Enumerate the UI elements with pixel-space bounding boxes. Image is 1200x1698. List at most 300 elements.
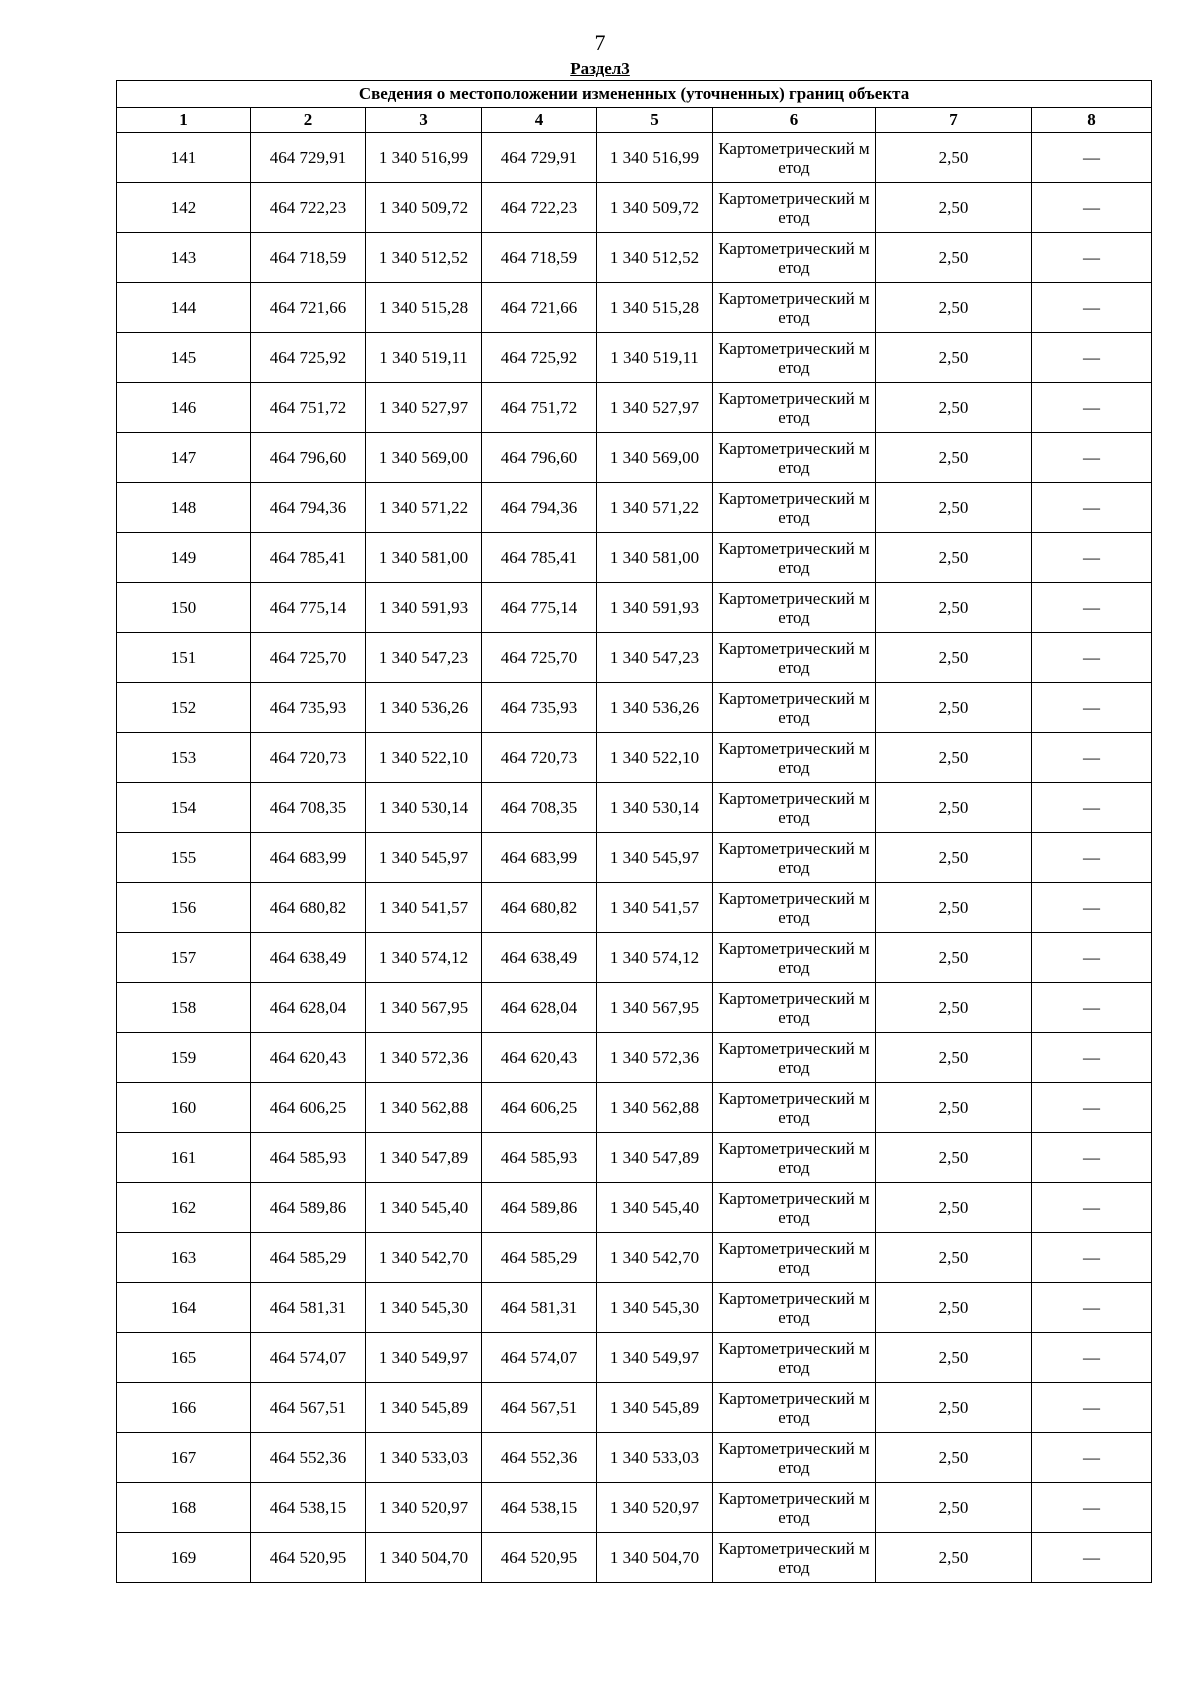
precision-cell: 2,50 xyxy=(876,433,1032,483)
precision-cell: 2,50 xyxy=(876,983,1032,1033)
point-number-cell: 163 xyxy=(117,1233,251,1283)
y-coordinate-cell: 1 340 542,70 xyxy=(366,1233,482,1283)
method-text: Картометрический метод xyxy=(718,738,870,777)
method-text: Картометрический метод xyxy=(718,1188,870,1227)
method-cell xyxy=(713,783,876,833)
y-coordinate-cell: 1 340 567,95 xyxy=(597,983,713,1033)
description-cell: — xyxy=(1032,633,1152,683)
method-cell xyxy=(713,983,876,1033)
y-coordinate-cell: 1 340 571,22 xyxy=(597,483,713,533)
table-row xyxy=(117,1533,1152,1583)
method-text: Картометрический метод xyxy=(718,538,870,577)
x-coordinate-cell: 464 520,95 xyxy=(251,1533,366,1583)
y-coordinate-cell: 1 340 574,12 xyxy=(366,933,482,983)
column-number: 2 xyxy=(251,108,366,133)
x-coordinate-cell: 464 589,86 xyxy=(482,1183,597,1233)
y-coordinate-cell: 1 340 509,72 xyxy=(366,183,482,233)
method-text: Картометрический метод xyxy=(718,488,870,527)
y-coordinate-cell: 1 340 515,28 xyxy=(366,283,482,333)
x-coordinate-cell: 464 552,36 xyxy=(482,1433,597,1483)
y-coordinate-cell: 1 340 567,95 xyxy=(366,983,482,1033)
coordinates-table xyxy=(116,80,1152,1583)
column-number: 7 xyxy=(876,108,1032,133)
y-coordinate-cell: 1 340 545,97 xyxy=(366,833,482,883)
y-coordinate-cell: 1 340 549,97 xyxy=(597,1333,713,1383)
x-coordinate-cell: 464 520,95 xyxy=(482,1533,597,1583)
description-cell: — xyxy=(1032,183,1152,233)
precision-cell: 2,50 xyxy=(876,583,1032,633)
method-text: Картометрический метод xyxy=(718,338,870,377)
y-coordinate-cell: 1 340 545,40 xyxy=(366,1183,482,1233)
y-coordinate-cell: 1 340 591,93 xyxy=(366,583,482,633)
y-coordinate-cell: 1 340 549,97 xyxy=(366,1333,482,1383)
precision-cell: 2,50 xyxy=(876,133,1032,183)
method-cell xyxy=(713,1383,876,1433)
y-coordinate-cell: 1 340 509,72 xyxy=(597,183,713,233)
table-row xyxy=(117,183,1152,233)
y-coordinate-cell: 1 340 522,10 xyxy=(597,733,713,783)
x-coordinate-cell: 464 585,93 xyxy=(482,1133,597,1183)
method-cell xyxy=(713,483,876,533)
x-coordinate-cell: 464 725,92 xyxy=(482,333,597,383)
x-coordinate-cell: 464 720,73 xyxy=(482,733,597,783)
y-coordinate-cell: 1 340 516,99 xyxy=(366,133,482,183)
method-text: Картометрический метод xyxy=(718,1138,870,1177)
y-coordinate-cell: 1 340 536,26 xyxy=(597,683,713,733)
precision-cell: 2,50 xyxy=(876,1333,1032,1383)
y-coordinate-cell: 1 340 520,97 xyxy=(597,1483,713,1533)
method-text: Картометрический метод xyxy=(718,838,870,877)
column-number: 8 xyxy=(1032,108,1152,133)
y-coordinate-cell: 1 340 522,10 xyxy=(366,733,482,783)
point-number-cell: 168 xyxy=(117,1483,251,1533)
table-row xyxy=(117,1333,1152,1383)
method-cell xyxy=(713,233,876,283)
method-cell xyxy=(713,683,876,733)
x-coordinate-cell: 464 585,93 xyxy=(251,1133,366,1183)
x-coordinate-cell: 464 794,36 xyxy=(251,483,366,533)
column-number: 6 xyxy=(713,108,876,133)
point-number-cell: 148 xyxy=(117,483,251,533)
point-number-cell: 144 xyxy=(117,283,251,333)
method-text: Картометрический метод xyxy=(718,638,870,677)
x-coordinate-cell: 464 581,31 xyxy=(482,1283,597,1333)
x-coordinate-cell: 464 538,15 xyxy=(482,1483,597,1533)
point-number-cell: 162 xyxy=(117,1183,251,1233)
page-number: 7 xyxy=(594,30,606,55)
description-cell: — xyxy=(1032,233,1152,283)
point-number-cell: 166 xyxy=(117,1383,251,1433)
method-text: Картометрический метод xyxy=(718,1338,870,1377)
y-coordinate-cell: 1 340 545,40 xyxy=(597,1183,713,1233)
table-caption-row xyxy=(117,81,1152,108)
y-coordinate-cell: 1 340 562,88 xyxy=(366,1083,482,1133)
method-cell xyxy=(713,1333,876,1383)
precision-cell: 2,50 xyxy=(876,383,1032,433)
method-text: Картометрический метод xyxy=(718,1238,870,1277)
x-coordinate-cell: 464 680,82 xyxy=(251,883,366,933)
y-coordinate-cell: 1 340 533,03 xyxy=(366,1433,482,1483)
description-cell: — xyxy=(1032,783,1152,833)
y-coordinate-cell: 1 340 527,97 xyxy=(597,383,713,433)
method-text: Картометрический метод xyxy=(718,1088,870,1127)
method-text: Картометрический метод xyxy=(718,288,870,327)
description-cell: — xyxy=(1032,733,1152,783)
method-text: Картометрический метод xyxy=(718,238,870,277)
method-cell xyxy=(713,1483,876,1533)
method-cell xyxy=(713,133,876,183)
x-coordinate-cell: 464 708,35 xyxy=(251,783,366,833)
y-coordinate-cell: 1 340 530,14 xyxy=(597,783,713,833)
table-row xyxy=(117,483,1152,533)
point-number-cell: 154 xyxy=(117,783,251,833)
x-coordinate-cell: 464 735,93 xyxy=(482,683,597,733)
description-cell: — xyxy=(1032,383,1152,433)
table-row xyxy=(117,733,1152,783)
y-coordinate-cell: 1 340 572,36 xyxy=(597,1033,713,1083)
y-coordinate-cell: 1 340 536,26 xyxy=(366,683,482,733)
method-text: Картометрический метод xyxy=(718,438,870,477)
point-number-cell: 142 xyxy=(117,183,251,233)
table-row xyxy=(117,1083,1152,1133)
method-cell xyxy=(713,733,876,783)
method-text: Картометрический метод xyxy=(718,1488,870,1527)
x-coordinate-cell: 464 628,04 xyxy=(482,983,597,1033)
y-coordinate-cell: 1 340 545,89 xyxy=(597,1383,713,1433)
x-coordinate-cell: 464 585,29 xyxy=(482,1233,597,1283)
precision-cell: 2,50 xyxy=(876,1083,1032,1133)
y-coordinate-cell: 1 340 504,70 xyxy=(366,1533,482,1583)
method-cell xyxy=(713,933,876,983)
x-coordinate-cell: 464 620,43 xyxy=(251,1033,366,1083)
method-text: Картометрический метод xyxy=(718,388,870,427)
y-coordinate-cell: 1 340 545,89 xyxy=(366,1383,482,1433)
table-row xyxy=(117,1383,1152,1433)
precision-cell: 2,50 xyxy=(876,183,1032,233)
precision-cell: 2,50 xyxy=(876,833,1032,883)
precision-cell: 2,50 xyxy=(876,283,1032,333)
table-row xyxy=(117,283,1152,333)
method-text: Картометрический метод xyxy=(718,1388,870,1427)
point-number-cell: 146 xyxy=(117,383,251,433)
column-number: 1 xyxy=(117,108,251,133)
point-number-cell: 165 xyxy=(117,1333,251,1383)
x-coordinate-cell: 464 552,36 xyxy=(251,1433,366,1483)
precision-cell: 2,50 xyxy=(876,1433,1032,1483)
x-coordinate-cell: 464 628,04 xyxy=(251,983,366,1033)
table-row xyxy=(117,683,1152,733)
x-coordinate-cell: 464 796,60 xyxy=(251,433,366,483)
y-coordinate-cell: 1 340 519,11 xyxy=(597,333,713,383)
point-number-cell: 157 xyxy=(117,933,251,983)
description-cell: — xyxy=(1032,283,1152,333)
description-cell: — xyxy=(1032,933,1152,983)
table-row xyxy=(117,233,1152,283)
x-coordinate-cell: 464 620,43 xyxy=(482,1033,597,1083)
point-number-cell: 143 xyxy=(117,233,251,283)
y-coordinate-cell: 1 340 545,30 xyxy=(366,1283,482,1333)
point-number-cell: 151 xyxy=(117,633,251,683)
point-number-cell: 161 xyxy=(117,1133,251,1183)
description-cell: — xyxy=(1032,1533,1152,1583)
precision-cell: 2,50 xyxy=(876,883,1032,933)
precision-cell: 2,50 xyxy=(876,783,1032,833)
table-row xyxy=(117,1183,1152,1233)
x-coordinate-cell: 464 606,25 xyxy=(482,1083,597,1133)
x-coordinate-cell: 464 683,99 xyxy=(251,833,366,883)
method-cell xyxy=(713,633,876,683)
point-number-cell: 149 xyxy=(117,533,251,583)
precision-cell: 2,50 xyxy=(876,1183,1032,1233)
x-coordinate-cell: 464 794,36 xyxy=(482,483,597,533)
point-number-cell: 164 xyxy=(117,1283,251,1333)
method-cell xyxy=(713,1433,876,1483)
y-coordinate-cell: 1 340 527,97 xyxy=(366,383,482,433)
y-coordinate-cell: 1 340 515,28 xyxy=(597,283,713,333)
y-coordinate-cell: 1 340 569,00 xyxy=(597,433,713,483)
y-coordinate-cell: 1 340 516,99 xyxy=(597,133,713,183)
y-coordinate-cell: 1 340 547,23 xyxy=(366,633,482,683)
description-cell: — xyxy=(1032,983,1152,1033)
table-caption: Сведения о местоположении измененных (уточненных) границ объекта xyxy=(117,81,1152,108)
description-cell: — xyxy=(1032,833,1152,883)
description-cell: — xyxy=(1032,1433,1152,1483)
method-cell xyxy=(713,333,876,383)
precision-cell: 2,50 xyxy=(876,1533,1032,1583)
point-number-cell: 156 xyxy=(117,883,251,933)
y-coordinate-cell: 1 340 542,70 xyxy=(597,1233,713,1283)
table-row xyxy=(117,883,1152,933)
precision-cell: 2,50 xyxy=(876,1383,1032,1433)
method-cell xyxy=(713,1033,876,1083)
x-coordinate-cell: 464 574,07 xyxy=(251,1333,366,1383)
y-coordinate-cell: 1 340 547,23 xyxy=(597,633,713,683)
x-coordinate-cell: 464 722,23 xyxy=(251,183,366,233)
method-text: Картометрический метод xyxy=(718,138,870,177)
method-cell xyxy=(713,1183,876,1233)
point-number-cell: 152 xyxy=(117,683,251,733)
precision-cell: 2,50 xyxy=(876,483,1032,533)
table-row xyxy=(117,833,1152,883)
precision-cell: 2,50 xyxy=(876,533,1032,583)
x-coordinate-cell: 464 638,49 xyxy=(482,933,597,983)
y-coordinate-cell: 1 340 574,12 xyxy=(597,933,713,983)
method-text: Картометрический метод xyxy=(718,888,870,927)
table-row xyxy=(117,1433,1152,1483)
y-coordinate-cell: 1 340 541,57 xyxy=(366,883,482,933)
method-cell xyxy=(713,583,876,633)
x-coordinate-cell: 464 567,51 xyxy=(251,1383,366,1433)
x-coordinate-cell: 464 718,59 xyxy=(251,233,366,283)
table-row xyxy=(117,533,1152,583)
method-cell xyxy=(713,1283,876,1333)
x-coordinate-cell: 464 680,82 xyxy=(482,883,597,933)
table-row xyxy=(117,333,1152,383)
y-coordinate-cell: 1 340 571,22 xyxy=(366,483,482,533)
method-cell xyxy=(713,1533,876,1583)
y-coordinate-cell: 1 340 545,97 xyxy=(597,833,713,883)
y-coordinate-cell: 1 340 591,93 xyxy=(597,583,713,633)
y-coordinate-cell: 1 340 512,52 xyxy=(366,233,482,283)
x-coordinate-cell: 464 775,14 xyxy=(251,583,366,633)
point-number-cell: 158 xyxy=(117,983,251,1033)
description-cell: — xyxy=(1032,1183,1152,1233)
x-coordinate-cell: 464 718,59 xyxy=(482,233,597,283)
x-coordinate-cell: 464 606,25 xyxy=(251,1083,366,1133)
method-text: Картометрический метод xyxy=(718,1538,870,1577)
point-number-cell: 145 xyxy=(117,333,251,383)
precision-cell: 2,50 xyxy=(876,1033,1032,1083)
description-cell: — xyxy=(1032,1033,1152,1083)
y-coordinate-cell: 1 340 547,89 xyxy=(597,1133,713,1183)
x-coordinate-cell: 464 589,86 xyxy=(251,1183,366,1233)
point-number-cell: 169 xyxy=(117,1533,251,1583)
x-coordinate-cell: 464 720,73 xyxy=(251,733,366,783)
table-body xyxy=(117,133,1152,1583)
x-coordinate-cell: 464 721,66 xyxy=(251,283,366,333)
table-row xyxy=(117,1483,1152,1533)
method-cell xyxy=(713,183,876,233)
precision-cell: 2,50 xyxy=(876,1233,1032,1283)
method-cell xyxy=(713,283,876,333)
point-number-cell: 147 xyxy=(117,433,251,483)
y-coordinate-cell: 1 340 545,30 xyxy=(597,1283,713,1333)
x-coordinate-cell: 464 735,93 xyxy=(251,683,366,733)
precision-cell: 2,50 xyxy=(876,1283,1032,1333)
method-text: Картометрический метод xyxy=(718,188,870,227)
point-number-cell: 141 xyxy=(117,133,251,183)
method-cell xyxy=(713,1133,876,1183)
precision-cell: 2,50 xyxy=(876,1483,1032,1533)
x-coordinate-cell: 464 683,99 xyxy=(482,833,597,883)
y-coordinate-cell: 1 340 520,97 xyxy=(366,1483,482,1533)
x-coordinate-cell: 464 725,70 xyxy=(251,633,366,683)
y-coordinate-cell: 1 340 533,03 xyxy=(597,1433,713,1483)
x-coordinate-cell: 464 538,15 xyxy=(251,1483,366,1533)
table-row xyxy=(117,583,1152,633)
y-coordinate-cell: 1 340 581,00 xyxy=(366,533,482,583)
precision-cell: 2,50 xyxy=(876,233,1032,283)
table-row xyxy=(117,933,1152,983)
description-cell: — xyxy=(1032,433,1152,483)
table-row xyxy=(117,1283,1152,1333)
description-cell: — xyxy=(1032,133,1152,183)
method-cell xyxy=(713,433,876,483)
method-text: Картометрический метод xyxy=(718,1038,870,1077)
description-cell: — xyxy=(1032,683,1152,733)
table-row xyxy=(117,1033,1152,1083)
x-coordinate-cell: 464 725,92 xyxy=(251,333,366,383)
table-row xyxy=(117,1133,1152,1183)
y-coordinate-cell: 1 340 569,00 xyxy=(366,433,482,483)
x-coordinate-cell: 464 638,49 xyxy=(251,933,366,983)
column-number: 3 xyxy=(366,108,482,133)
method-text: Картометрический метод xyxy=(718,588,870,627)
description-cell: — xyxy=(1032,1383,1152,1433)
table-row xyxy=(117,133,1152,183)
description-cell: — xyxy=(1032,1083,1152,1133)
x-coordinate-cell: 464 751,72 xyxy=(482,383,597,433)
column-number-row xyxy=(117,108,1152,133)
point-number-cell: 160 xyxy=(117,1083,251,1133)
description-cell: — xyxy=(1032,1483,1152,1533)
x-coordinate-cell: 464 721,66 xyxy=(482,283,597,333)
precision-cell: 2,50 xyxy=(876,333,1032,383)
method-text: Картометрический метод xyxy=(718,1288,870,1327)
column-number: 5 xyxy=(597,108,713,133)
y-coordinate-cell: 1 340 530,14 xyxy=(366,783,482,833)
description-cell: — xyxy=(1032,583,1152,633)
y-coordinate-cell: 1 340 572,36 xyxy=(366,1033,482,1083)
x-coordinate-cell: 464 751,72 xyxy=(251,383,366,433)
method-cell xyxy=(713,533,876,583)
x-coordinate-cell: 464 725,70 xyxy=(482,633,597,683)
method-cell xyxy=(713,1083,876,1133)
x-coordinate-cell: 464 775,14 xyxy=(482,583,597,633)
table-row xyxy=(117,983,1152,1033)
table-row xyxy=(117,783,1152,833)
y-coordinate-cell: 1 340 519,11 xyxy=(366,333,482,383)
y-coordinate-cell: 1 340 512,52 xyxy=(597,233,713,283)
column-number: 4 xyxy=(482,108,597,133)
point-number-cell: 155 xyxy=(117,833,251,883)
x-coordinate-cell: 464 708,35 xyxy=(482,783,597,833)
precision-cell: 2,50 xyxy=(876,1133,1032,1183)
method-cell xyxy=(713,833,876,883)
x-coordinate-cell: 464 796,60 xyxy=(482,433,597,483)
description-cell: — xyxy=(1032,1283,1152,1333)
point-number-cell: 167 xyxy=(117,1433,251,1483)
precision-cell: 2,50 xyxy=(876,683,1032,733)
point-number-cell: 153 xyxy=(117,733,251,783)
table-row xyxy=(117,1233,1152,1283)
method-text: Картометрический метод xyxy=(718,938,870,977)
table-row xyxy=(117,633,1152,683)
method-cell xyxy=(713,883,876,933)
x-coordinate-cell: 464 729,91 xyxy=(251,133,366,183)
y-coordinate-cell: 1 340 547,89 xyxy=(366,1133,482,1183)
x-coordinate-cell: 464 785,41 xyxy=(251,533,366,583)
x-coordinate-cell: 464 729,91 xyxy=(482,133,597,183)
method-cell xyxy=(713,1233,876,1283)
description-cell: — xyxy=(1032,1133,1152,1183)
table-row xyxy=(117,383,1152,433)
point-number-cell: 159 xyxy=(117,1033,251,1083)
method-text: Картометрический метод xyxy=(718,1438,870,1477)
method-cell xyxy=(713,383,876,433)
section-title: Раздел3 xyxy=(570,59,630,78)
method-text: Картометрический метод xyxy=(718,788,870,827)
y-coordinate-cell: 1 340 581,00 xyxy=(597,533,713,583)
description-cell: — xyxy=(1032,533,1152,583)
x-coordinate-cell: 464 581,31 xyxy=(251,1283,366,1333)
description-cell: — xyxy=(1032,1233,1152,1283)
description-cell: — xyxy=(1032,483,1152,533)
precision-cell: 2,50 xyxy=(876,733,1032,783)
description-cell: — xyxy=(1032,333,1152,383)
x-coordinate-cell: 464 585,29 xyxy=(251,1233,366,1283)
precision-cell: 2,50 xyxy=(876,633,1032,683)
y-coordinate-cell: 1 340 541,57 xyxy=(597,883,713,933)
method-text: Картометрический метод xyxy=(718,688,870,727)
table-row xyxy=(117,433,1152,483)
y-coordinate-cell: 1 340 562,88 xyxy=(597,1083,713,1133)
x-coordinate-cell: 464 722,23 xyxy=(482,183,597,233)
description-cell: — xyxy=(1032,883,1152,933)
description-cell: — xyxy=(1032,1333,1152,1383)
method-text: Картометрический метод xyxy=(718,988,870,1027)
x-coordinate-cell: 464 785,41 xyxy=(482,533,597,583)
